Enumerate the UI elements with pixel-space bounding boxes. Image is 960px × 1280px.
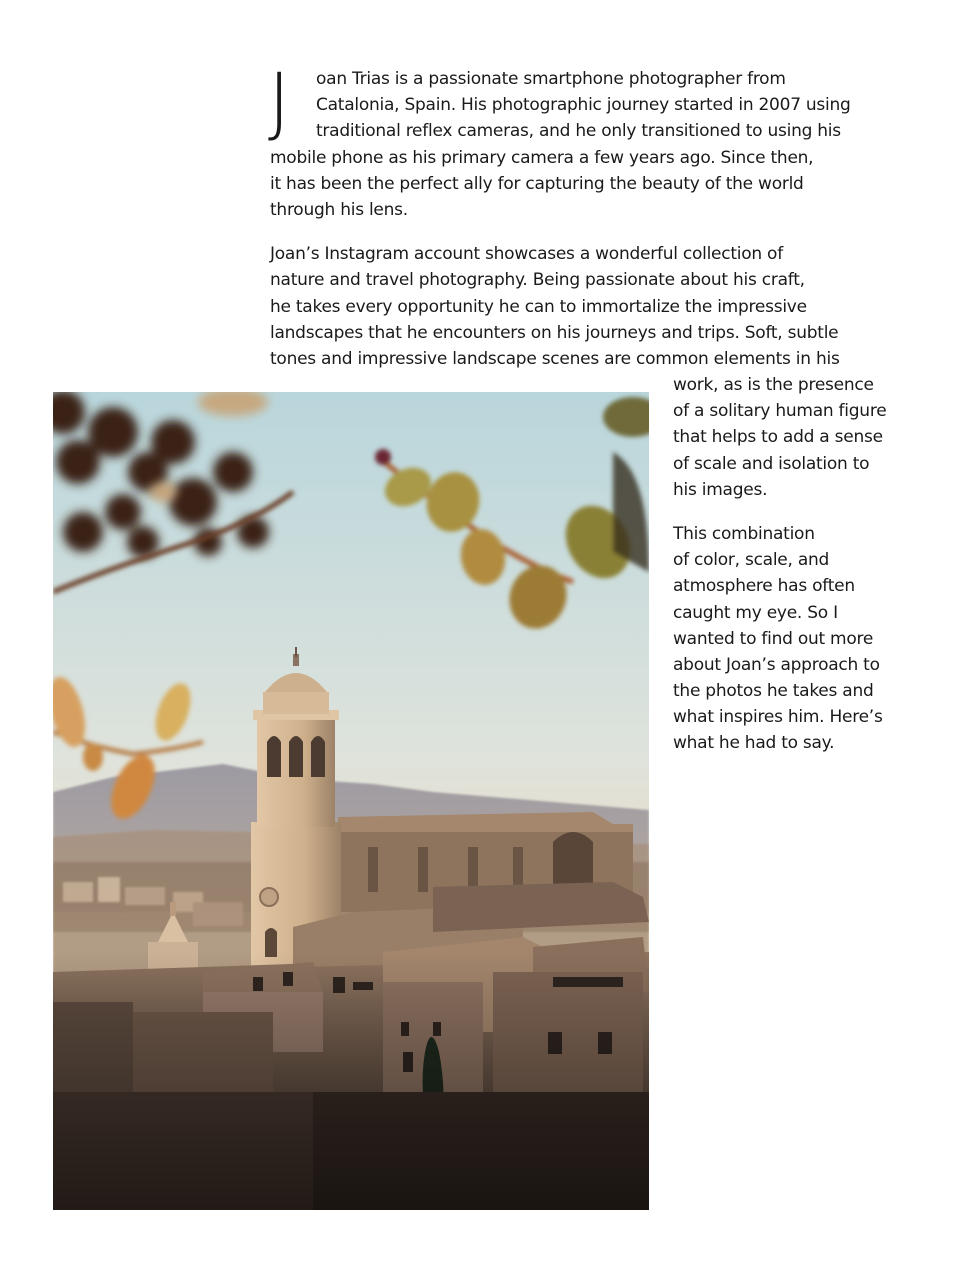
paragraph-combination [673,521,923,757]
text-line: what he had to say. [673,733,835,754]
paragraph-instagram [270,241,910,372]
text-line: wanted to find out more [673,628,874,649]
text-line: it has been the perfect ally for capturing the beauty of the world [270,173,804,194]
text-line: what inspires him. Here’s [673,707,883,728]
text-line: This combination [673,523,815,544]
text-line: through his lens. [270,199,408,220]
text-line: tones and impressive landscape scenes are common elements in his [270,348,840,369]
text-line: about Joan’s approach to [673,654,880,675]
text-line: that helps to add a sense [673,427,883,448]
text-line: Joan’s Instagram account showcases a wonderful collection of [270,244,783,265]
cathedral-photo [53,392,649,1210]
text-line: nature and travel photography. Being passionate about his craft, [270,270,805,291]
text-line: mobile phone as his primary camera a few years ago. Since then, [270,147,814,168]
text-line: the photos he takes and [673,681,874,702]
text-line: of color, scale, and [673,550,830,571]
text-line: of a solitary human figure [673,401,887,422]
paragraph-instagram-continued [673,372,923,503]
text-line: work, as is the presence [673,375,874,395]
text-line: atmosphere has often [673,576,855,597]
text-line: Catalonia, Spain. His photographic journey started in 2007 using [316,95,851,116]
text-line: he takes every opportunity he can to immortalize the impressive [270,296,807,317]
text-line: landscapes that he encounters on his journeys and trips. Soft, subtle [270,322,839,343]
text-line: his images. [673,479,768,500]
drop-cap: J [268,56,291,145]
text-line: oan Trias is a passionate smartphone photographer from [316,69,786,89]
cathedral-photo-illustration [53,392,649,1210]
article-body [268,56,910,390]
text-line: of scale and isolation to [673,453,870,474]
text-line: traditional reflex cameras, and he only transitioned to using his [316,121,841,142]
text-line: caught my eye. So I [673,602,838,623]
side-column [673,372,923,775]
paragraph-intro [268,56,910,223]
